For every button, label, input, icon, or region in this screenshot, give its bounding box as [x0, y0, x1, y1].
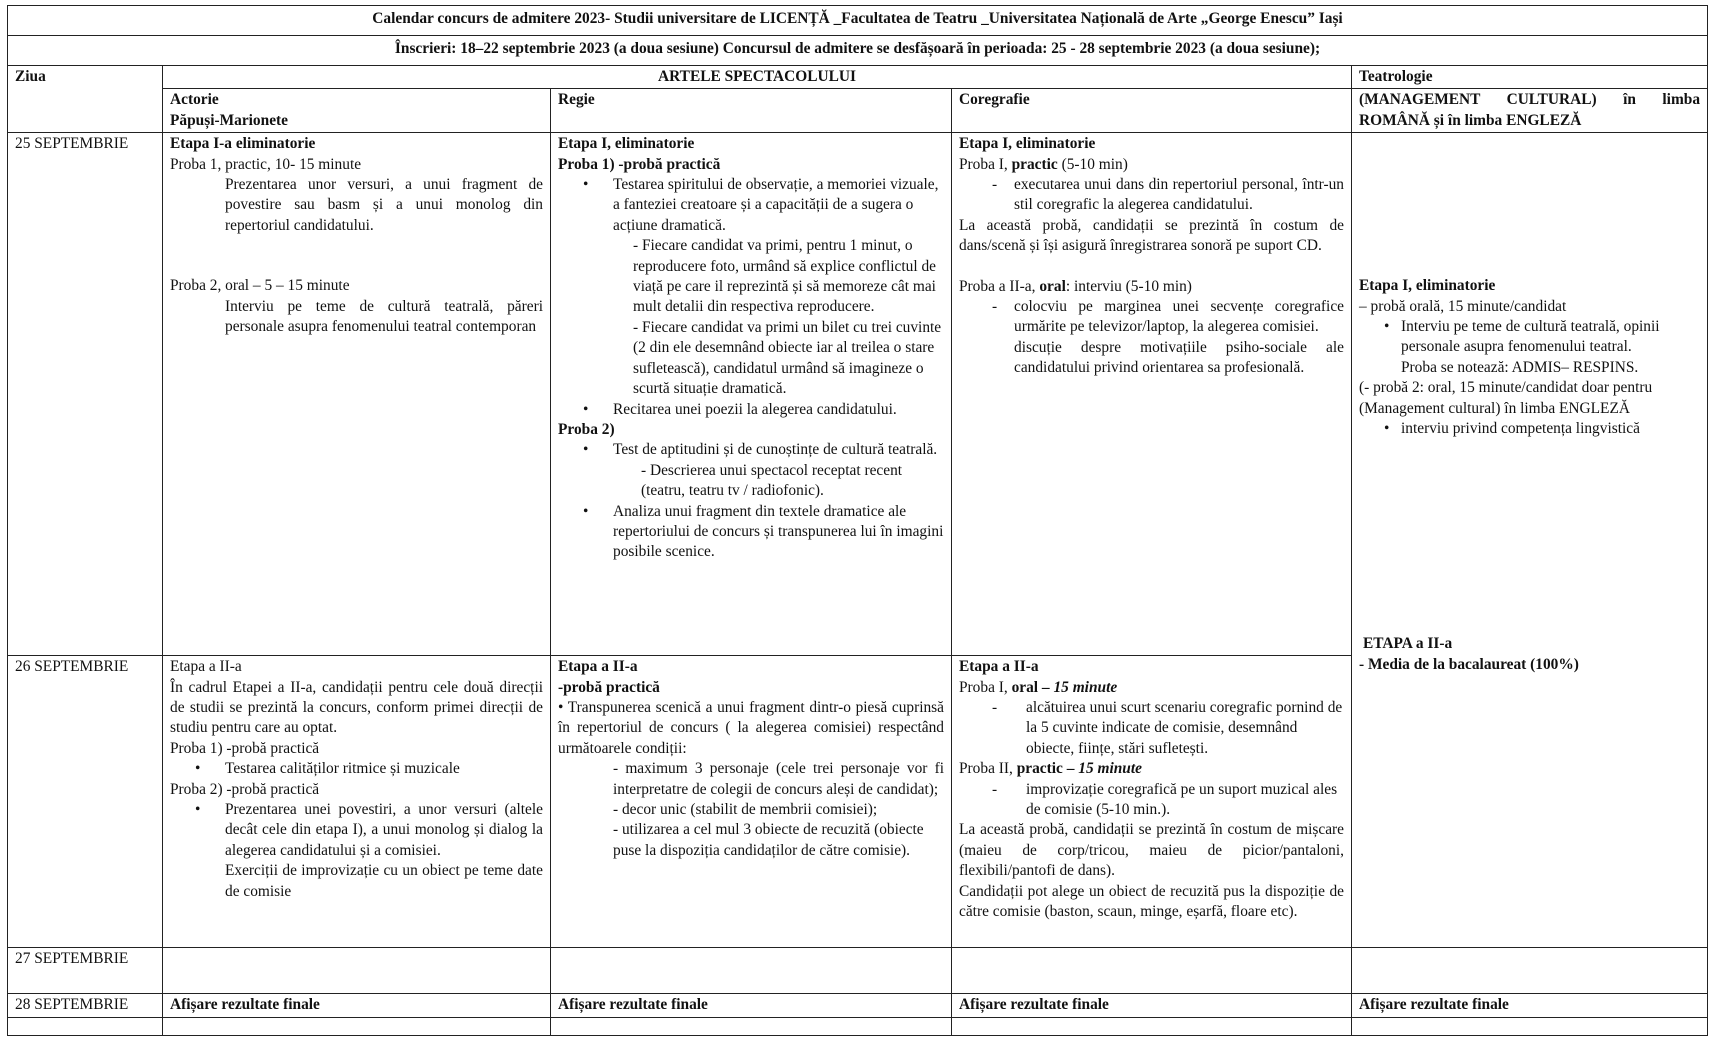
coregrafie-e1-title: Etapa I, eliminatorie — [959, 135, 1096, 153]
regie-e1-proba1-sub2: - Fiecare candidat va primi un bilet cu trei cuvinte (2 din ele desemnând obiecte iar al treilea o stare sufletească), candidatul urmând să imagineze o scurtă situație dramatică. — [633, 318, 942, 398]
teatrologie-e1-bullet1 — [1359, 317, 1700, 358]
spacer — [1359, 439, 1700, 634]
header-row-2 — [8, 89, 1708, 133]
column-header-teatrologie: Teatrologie — [1352, 66, 1708, 89]
regie-e2-condition2: - decor unic (stabilit de membrii comisiei); — [613, 801, 878, 819]
empty-cell — [551, 1017, 952, 1035]
document-subtitle: Înscrieri: 18–22 septembrie 2023 (a doua sesiune) Concursul de admitere se desfășoară în perioada: 25 - 28 septembrie 2023 (a doua sesiune); — [8, 36, 1708, 66]
teatrologie-e2-line1: - Media de la bacalaureat (100%) — [1359, 655, 1579, 673]
coregrafie-e1-proba1-item: - executarea unui dans din repertoriul personal, într-un stil coregrafic la alegerea candidatului. — [959, 175, 1344, 216]
actorie-e2-intro: În cadrul Etapei a II-a, candidații pentru cele două direcții de studii se prezintă la concurs, conform primei direcții de studiu pentru care au optat. — [170, 678, 543, 737]
column-header-day: Ziua — [8, 66, 163, 133]
coregrafie-e2-proba2-a: Proba II, — [959, 760, 1017, 778]
subtitle-row — [8, 36, 1708, 66]
regie-e1-proba1-bullet2: • Recitarea unei poezii la alegerea candidatului. — [558, 400, 944, 420]
actorie-e2-proba2-text: Exerciții de improvizație cu un obiect pe teme date de comisie — [225, 862, 543, 900]
day-25: 25 SEPTEMBRIE — [8, 133, 163, 656]
regie-e1-proba2-sub1: - Descrierea unui spectacol receptat recent (teatru, teatru tv / radiofonic). — [641, 461, 903, 500]
teatrologie-e1-line3: (- probă 2: oral, 15 minute/candidat doar pentru (Management cultural) în limba ENGLEZĂ — [1359, 379, 1653, 417]
regie-e2-title: Etapa a II-a — [558, 658, 638, 676]
teatrologie-27-cell — [1352, 948, 1708, 994]
coregrafie-e2-proba2-item: - improvizație coregrafică pe un suport muzical ales de comisie (5-10 min.). — [959, 780, 1344, 821]
calendar-table — [7, 5, 1708, 1036]
coregrafie-e2-proba1 — [959, 678, 1344, 698]
regie-e2-sub: -probă practică — [558, 678, 660, 696]
regie-e1-proba1-sub1: - Fiecare candidat va primi, pentru 1 minut, o reproducere foto, urmând să explice conflictul de viață pe care il reprezintă și să memoreze cât mai mult detalii din respectiva reproducere. — [633, 237, 936, 316]
document-title: Calendar concurs de admitere 2023- Studii universitare de LICENȚĂ _Facultatea de Teatru _Universitatea Națională de Arte „George Enescu” Iași — [8, 6, 1708, 36]
actorie-27-cell — [163, 948, 551, 994]
regie-e1-proba1-bullet1: • Testarea spiritului de observație, a memoriei vizuale, a fanteziei creatoare și a capacității de a sugera o acțiune dramatică. — [558, 175, 944, 236]
row-empty — [8, 1017, 1708, 1035]
coregrafie-e1-proba1-c: (5-10 min) — [1057, 155, 1128, 173]
regie-e2-condition3: - utilizarea a cel mul 3 obiecte de recuzită (obiecte puse la dispoziția candidaților de către comisie). — [613, 821, 924, 859]
empty-cell — [163, 1017, 551, 1035]
actorie-e2-title: Etapa a II-a — [170, 658, 242, 676]
row-27-september — [8, 948, 1708, 994]
coregrafie-e1-proba2 — [959, 277, 1344, 297]
column-header-actorie — [163, 89, 551, 133]
actorie-e1-proba1: Proba 1, practic, 10- 15 minute — [170, 155, 362, 173]
regie-e1-proba2-bullet2: • Analiza unui fragment din textele dramatice ale repertoriului de concurs și transpunerea lui în imagini posibile scenice. — [558, 502, 944, 563]
coregrafie-e1-proba2-item2: discuție despre motivațiile psiho-sociale ale candidatului privind orientarea sa profesională. — [1014, 338, 1344, 377]
column-header-group: ARTELE SPECTACOLULUI — [163, 66, 1352, 89]
day-26: 26 SEPTEMBRIE — [8, 656, 163, 948]
empty-cell — [8, 1017, 163, 1035]
teatrologie-results: Afișare rezultate finale — [1352, 994, 1708, 1017]
teatrologie-e1-line1: – probă orală, 15 minute/candidat — [1359, 297, 1567, 315]
coregrafie-e1-proba1-b: practic — [1011, 155, 1058, 173]
spacer — [959, 257, 1344, 277]
regie-e2-text: • Transpunerea scenică a unui fragment dintr-o piesă cuprinsă în repertoriul de concurs ( la alegerea comisiei) respectând următoarele condiții: — [558, 699, 944, 757]
empty-cell — [952, 1017, 1352, 1035]
column-header-coregrafie: Coregrafie — [952, 89, 1352, 133]
actorie-etapa-2-cell — [163, 656, 551, 948]
coregrafie-e2-proba2 — [959, 759, 1344, 779]
header-row-1 — [8, 66, 1708, 89]
actorie-e1-proba2-text: Interviu pe teme de cultură teatrală, păreri personale asupra fenomenului teatral contemporan — [225, 297, 543, 336]
regie-e1-proba1: Proba 1) -probă practică — [558, 155, 721, 173]
coregrafie-e2-proba1-b: oral – — [1011, 678, 1054, 696]
actorie-e1-proba2: Proba 2, oral – 5 – 15 minute — [170, 277, 350, 295]
teatrologie-e1-title: Etapa I, eliminatorie — [1359, 277, 1496, 295]
column-header-actorie-line1: Actorie — [170, 91, 219, 109]
regie-etapa-2-cell — [551, 656, 952, 948]
title-row — [8, 6, 1708, 36]
column-header-regie: Regie — [551, 89, 952, 133]
empty-cell — [1352, 1017, 1708, 1035]
coregrafie-e1-proba2-item1: - colocviu pe marginea unei secvențe coregrafice urmărite pe televizor/laptop, la alegerea comisiei. — [959, 297, 1344, 338]
teatrologie-e2-title: ETAPA a II-a — [1363, 635, 1453, 653]
coregrafie-e2-proba1-c: 15 minute — [1053, 678, 1118, 696]
actorie-etapa-1-cell — [163, 133, 551, 656]
actorie-e2-proba2: Proba 2) -probă practică — [170, 780, 320, 798]
day-27: 27 SEPTEMBRIE — [8, 948, 163, 994]
row-25-september — [8, 133, 1708, 656]
coregrafie-e2-proba1-a: Proba I, — [959, 678, 1012, 696]
regie-e1-title: Etapa I, eliminatorie — [558, 135, 695, 153]
admission-calendar-document — [7, 5, 1707, 1036]
coregrafie-e2-note2: Candidații pot alege un obiect de recuzită pus la dispoziție de către comisie (baston, scaun, minge, eșarfă, floare etc). — [959, 882, 1344, 921]
actorie-results: Afișare rezultate finale — [163, 994, 551, 1017]
coregrafie-e2-title: Etapa a II-a — [959, 658, 1039, 676]
coregrafie-27-cell — [952, 948, 1352, 994]
spacer — [170, 236, 543, 276]
coregrafie-e1-proba2-c: : interviu (5-10 min) — [1065, 277, 1192, 295]
regie-27-cell — [551, 948, 952, 994]
teatrologie-e1-bullet1-text: Interviu pe teme de cultură teatrală, opinii personale asupra fenomenului teatral. — [1401, 318, 1660, 356]
row-28-september — [8, 994, 1708, 1017]
coregrafie-e1-note: La această probă, candidații se prezintă în costum de dans/scenă și își asigură înregistrarea sonoră pe suport CD. — [959, 216, 1344, 255]
column-header-management: (MANAGEMENT CULTURAL) în limba ROMÂNĂ și în limba ENGLEZĂ — [1352, 89, 1708, 133]
coregrafie-etapa-2-cell — [952, 656, 1352, 948]
coregrafie-e2-proba1-item: - alcătuirea unui scurt scenariu coregrafic pornind de la 5 cuvinte indicate de comisie, desemnând obiecte, ființe, stări sufletești. — [959, 698, 1344, 759]
actorie-e1-proba1-text: Prezentarea unor versuri, a unui fragment de povestire sau basm și a unui monolog din repertoriul candidatului. — [225, 176, 543, 234]
regie-results: Afișare rezultate finale — [551, 994, 952, 1017]
coregrafie-etapa-1-cell — [952, 133, 1352, 656]
coregrafie-e2-proba2-b: practic – — [1016, 760, 1079, 778]
coregrafie-e1-proba1-a: Proba I, — [959, 155, 1012, 173]
actorie-e2-proba1-bullet: • Testarea calităților ritmice și muzicale — [170, 759, 543, 779]
coregrafie-e2-note1: La această probă, candidații se prezintă în costum de mișcare (maieu de corp/tricou, maieu de picior/pantaloni, flexibili/pantofi de dans). — [959, 821, 1344, 880]
regie-e2-condition1: - maximum 3 personaje (cele trei personaje vor fi interpretatre de colegii de concurs aleși de candidat); — [613, 760, 944, 798]
teatrologie-cell — [1352, 133, 1708, 948]
coregrafie-e1-proba2-a: Proba a II-a, — [959, 277, 1040, 295]
teatrologie-e1-line2: Proba se notează: ADMIS– RESPINS. — [1401, 358, 1639, 376]
teatrologie-e1-bullet2: • interviu privind competența lingvistică — [1359, 419, 1700, 439]
actorie-e2-proba2-bullet: • Prezentarea unei povestiri, a unor versuri (altele decât cele din etapa I), a unui monolog și dialog la alegerea candidatului și a comisiei. — [170, 800, 543, 861]
coregrafie-e1-proba2-b: oral — [1039, 277, 1066, 295]
coregrafie-results: Afișare rezultate finale — [952, 994, 1352, 1017]
column-header-actorie-line2: Păpuși-Marionete — [170, 111, 288, 129]
coregrafie-e2-proba2-c: 15 minute — [1078, 760, 1142, 778]
actorie-e1-title: Etapa I-a eliminatorie — [170, 135, 316, 153]
day-28: 28 SEPTEMBRIE — [8, 994, 163, 1017]
spacer — [1359, 134, 1700, 276]
actorie-e2-proba1: Proba 1) -probă practică — [170, 739, 320, 757]
regie-e1-proba2: Proba 2) — [558, 420, 615, 438]
regie-etapa-1-cell — [551, 133, 952, 656]
regie-e1-proba2-bullet1: • Test de aptitudini și de cunoștințe de cultură teatrală. — [558, 440, 944, 460]
coregrafie-e1-proba1 — [959, 155, 1344, 175]
